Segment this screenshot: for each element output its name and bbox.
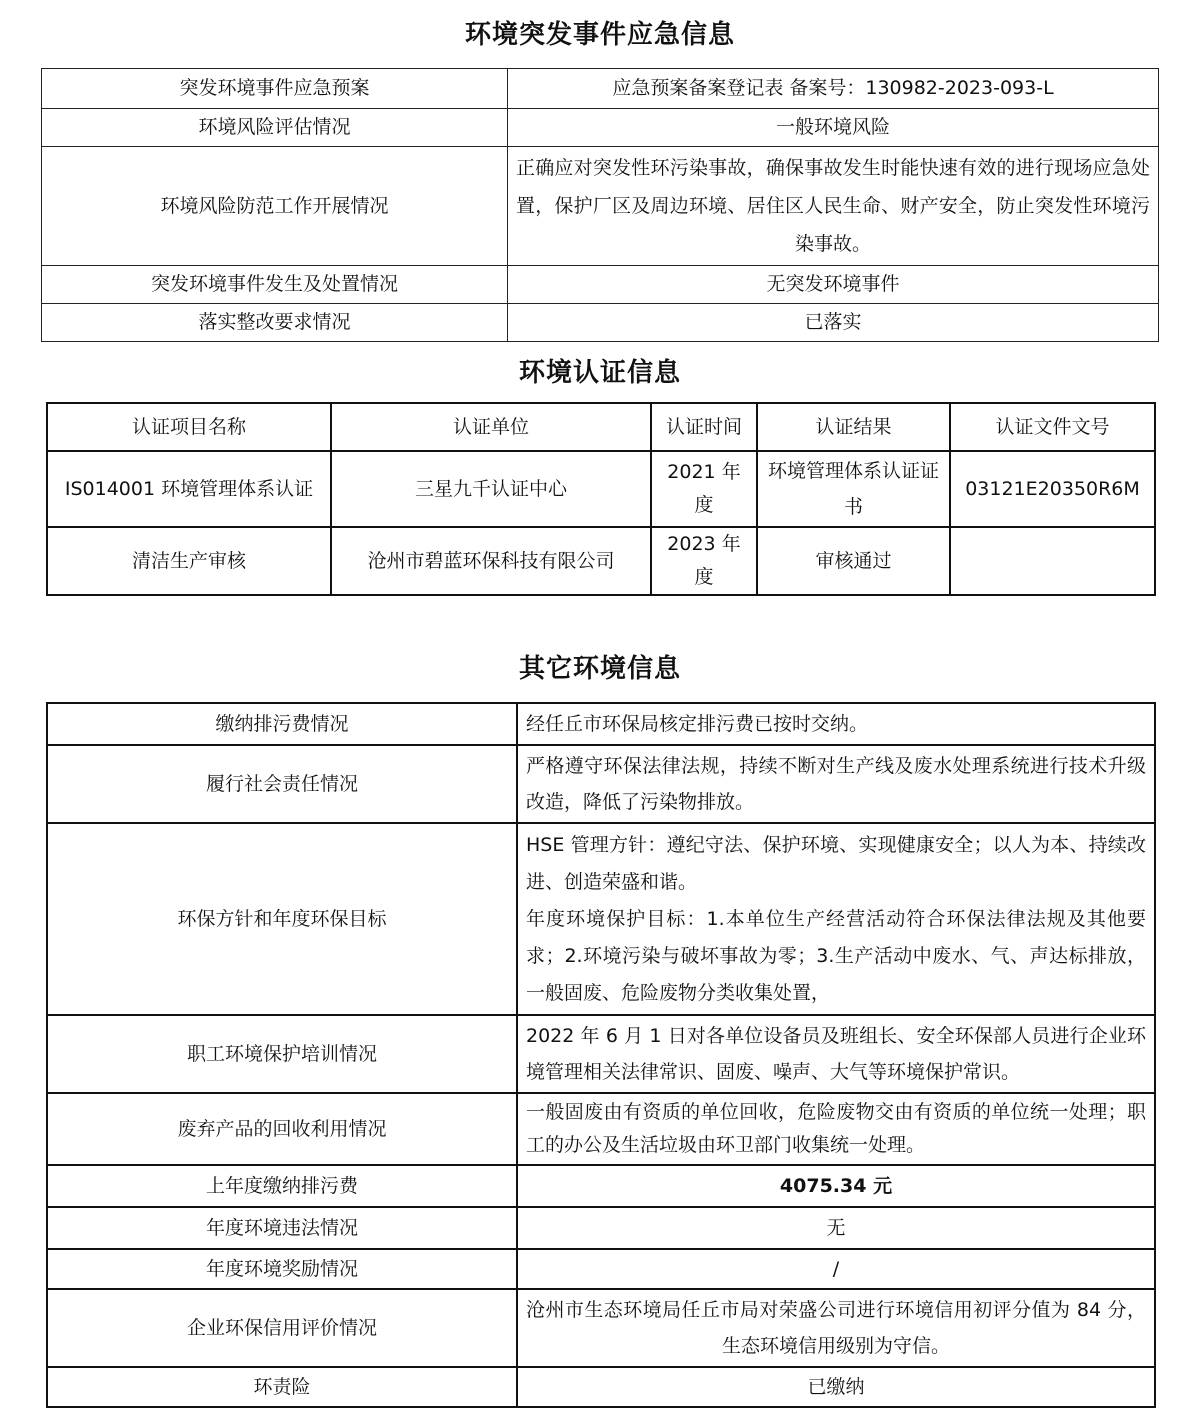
- row-label: 年度环境奖励情况: [47, 1249, 517, 1289]
- table-row: [47, 1367, 1155, 1407]
- table-row: [42, 69, 1159, 109]
- emergency-info-table: [41, 68, 1159, 342]
- row-value: 沧州市生态环境局任丘市局对荣盛公司进行环境信用初评分值为 84 分，生态环境信用级别为守信。: [517, 1289, 1155, 1367]
- row-label: 落实整改要求情况: [42, 304, 508, 342]
- row-label: 废弃产品的回收利用情况: [47, 1093, 517, 1165]
- section-title-emergency: 环境突发事件应急信息: [464, 20, 735, 50]
- row-label: 年度环境违法情况: [47, 1207, 517, 1249]
- column-header: 认证时间: [651, 403, 757, 451]
- column-header: 认证单位: [331, 403, 651, 451]
- table-row: [47, 703, 1155, 745]
- row-value: 2022 年 6 月 1 日对各单位设备员及班组长、安全环保部人员进行企业环境管理相关法律常识、固废、噪声、大气等环境保护常识。: [517, 1015, 1155, 1093]
- section-title-other: 其它环境信息: [518, 654, 681, 684]
- table-cell: 沧州市碧蓝环保科技有限公司: [331, 527, 651, 595]
- table-cell: [950, 527, 1155, 595]
- row-value: 应急预案备案登记表 备案号：130982-2023-093-L: [508, 69, 1159, 109]
- table-row: [47, 1289, 1155, 1367]
- row-value: 一般环境风险: [508, 109, 1159, 147]
- row-value: 已缴纳: [517, 1367, 1155, 1407]
- row-label: 突发环境事件应急预案: [42, 69, 508, 109]
- row-value: 已落实: [508, 304, 1159, 342]
- row-label: 履行社会责任情况: [47, 745, 517, 823]
- table-row: [47, 745, 1155, 823]
- row-value: 4075.34 元: [517, 1165, 1155, 1207]
- table-row: [47, 1015, 1155, 1093]
- row-label: 环保方针和年度环保目标: [47, 823, 517, 1015]
- annual-target-text: 年度环境保护目标：1.本单位生产经营活动符合环保法律法规及其他要求；2.环境污染与破坏事故为零；3.生产活动中废水、气、声达标排放，一般固废、危险废物分类收集处置，: [526, 907, 1146, 1004]
- table-row: [47, 1093, 1155, 1165]
- table-row: [42, 147, 1159, 266]
- column-header: 认证结果: [757, 403, 950, 451]
- table-row: [42, 266, 1159, 304]
- row-label: 上年度缴纳排污费: [47, 1165, 517, 1207]
- table-cell: 03121E20350R6M: [950, 451, 1155, 527]
- table-row: [47, 1165, 1155, 1207]
- table-row: [47, 527, 1155, 595]
- row-value: 正确应对突发性环污染事故，确保事故发生时能快速有效的进行现场应急处置，保护厂区及周边环境、居住区人民生命、财产安全，防止突发性环境污染事故。: [508, 147, 1159, 266]
- row-value: 一般固废由有资质的单位回收，危险废物交由有资质的单位统一处理；职工的办公及生活垃圾由环卫部门收集统一处理。: [517, 1093, 1155, 1165]
- row-label: 环境风险评估情况: [42, 109, 508, 147]
- column-header: 认证项目名称: [47, 403, 331, 451]
- certification-table: [46, 402, 1156, 596]
- table-row: [42, 304, 1159, 342]
- table-cell: IS014001 环境管理体系认证: [47, 451, 331, 527]
- hse-policy-text: HSE 管理方针：遵纪守法、保护环境、实现健康安全；以人为本、持续改进、创造荣盛和谐。: [526, 833, 1146, 893]
- table-header-row: [47, 403, 1155, 451]
- other-info-table: [46, 702, 1156, 1408]
- row-label: 突发环境事件发生及处置情况: [42, 266, 508, 304]
- row-label: 环责险: [47, 1367, 517, 1407]
- table-cell: 2021 年度: [651, 451, 757, 527]
- table-row: [47, 451, 1155, 527]
- table-row: [42, 109, 1159, 147]
- table-cell: 清洁生产审核: [47, 527, 331, 595]
- row-value: [517, 823, 1155, 1015]
- section-title-certification: 环境认证信息: [518, 358, 681, 388]
- table-row: [47, 1249, 1155, 1289]
- table-cell: 三星九千认证中心: [331, 451, 651, 527]
- row-label: 企业环保信用评价情况: [47, 1289, 517, 1367]
- row-value: 严格遵守环保法律法规，持续不断对生产线及废水处理系统进行技术升级改造，降低了污染物排放。: [517, 745, 1155, 823]
- row-label: 职工环境保护培训情况: [47, 1015, 517, 1093]
- row-label: 缴纳排污费情况: [47, 703, 517, 745]
- row-value: 无: [517, 1207, 1155, 1249]
- column-header: 认证文件文号: [950, 403, 1155, 451]
- row-value: 无突发环境事件: [508, 266, 1159, 304]
- row-label: 环境风险防范工作开展情况: [42, 147, 508, 266]
- table-cell: 审核通过: [757, 527, 950, 595]
- table-row: [47, 1207, 1155, 1249]
- table-row: [47, 823, 1155, 1015]
- table-cell: 2023 年度: [651, 527, 757, 595]
- table-cell: 环境管理体系认证证书: [757, 451, 950, 527]
- row-value: /: [517, 1249, 1155, 1289]
- row-value: 经任丘市环保局核定排污费已按时交纳。: [517, 703, 1155, 745]
